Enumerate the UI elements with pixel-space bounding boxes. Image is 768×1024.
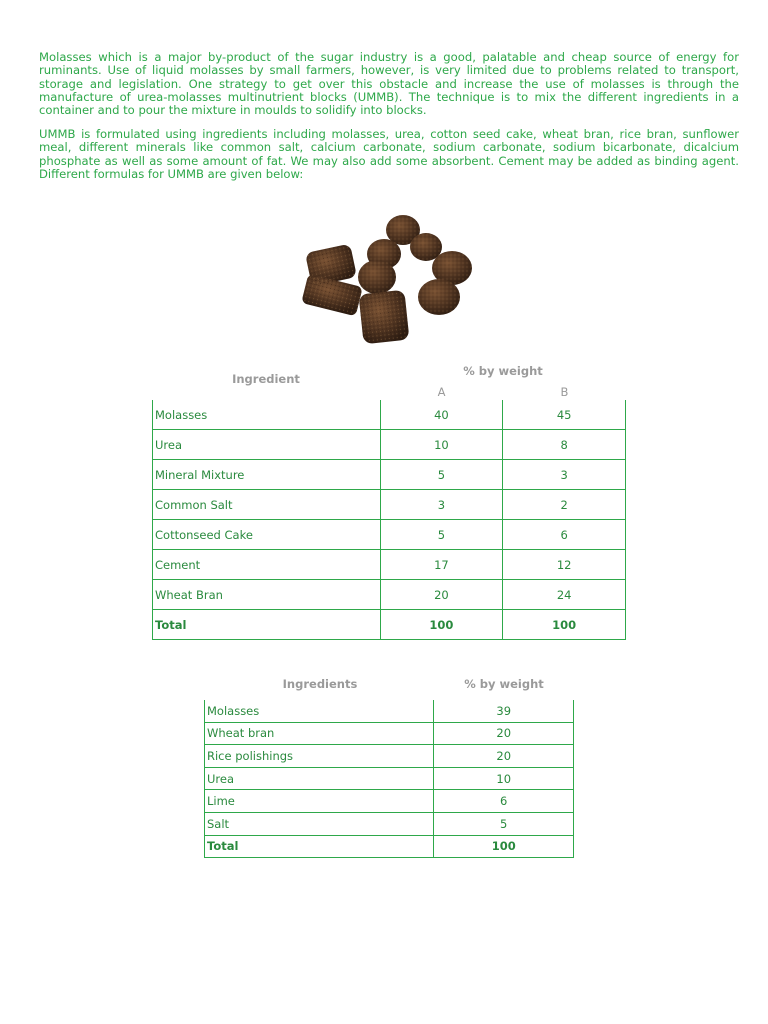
ingredient-cell: Urea xyxy=(153,430,381,460)
value-a-cell: 5 xyxy=(380,460,503,490)
value-cell: 20 xyxy=(434,745,574,768)
table2-ingredient-header: Ingredients xyxy=(282,677,358,691)
ingredient-cell: Rice polishings xyxy=(205,745,434,768)
table1-ingredient-header: Ingredient xyxy=(232,372,300,386)
table-row xyxy=(153,490,626,520)
ingredient-cell: Cottonseed Cake xyxy=(153,520,381,550)
ingredient-cell: Lime xyxy=(205,790,434,813)
table-row xyxy=(153,460,626,490)
ummb-formula-table xyxy=(152,400,626,640)
value-a-cell: 3 xyxy=(380,490,503,520)
value-b-cell: 6 xyxy=(503,520,626,550)
table-row xyxy=(205,722,574,745)
value-cell: 10 xyxy=(434,767,574,790)
value-b-cell: 24 xyxy=(503,580,626,610)
value-b-cell: 8 xyxy=(503,430,626,460)
table2-weight-header: % by weight xyxy=(464,677,544,691)
total-value-cell: 100 xyxy=(434,835,574,858)
table-row xyxy=(153,580,626,610)
table1-weight-header: % by weight xyxy=(463,364,543,378)
total-label: Total xyxy=(205,835,434,858)
value-a-cell: 10 xyxy=(380,430,503,460)
value-a-cell: 5 xyxy=(380,520,503,550)
ingredient-cell: Molasses xyxy=(205,700,434,722)
value-a-cell: 20 xyxy=(380,580,503,610)
formulation-paragraph: UMMB is formulated using ingredients including molasses, urea, cotton seed cake, wheat bran, rice bran, sunflower meal, different minerals like common salt, calcium carbonate, sodium carbonate, sodium bicarbonate, dicalcium phosphate as well as some amount of fat. We may also add some absorbent. Cement may be added as binding agent. Different formulas for UMMB are given below: xyxy=(39,127,739,181)
table-row xyxy=(205,790,574,813)
value-b-cell: 2 xyxy=(503,490,626,520)
ingredient-cell: Mineral Mixture xyxy=(153,460,381,490)
value-b-cell: 12 xyxy=(503,550,626,580)
table-row xyxy=(153,520,626,550)
ingredient-cell: Molasses xyxy=(153,400,381,430)
table-row xyxy=(153,430,626,460)
total-a-cell: 100 xyxy=(380,610,503,640)
ingredient-cell: Common Salt xyxy=(153,490,381,520)
value-cell: 5 xyxy=(434,812,574,835)
ummb-blocks-photo xyxy=(298,210,478,350)
value-b-cell: 45 xyxy=(503,400,626,430)
table1-col-b-header: B xyxy=(560,385,569,399)
table-row xyxy=(205,745,574,768)
ingredient-cell: Urea xyxy=(205,767,434,790)
block-group xyxy=(301,215,472,344)
value-a-cell: 40 xyxy=(380,400,503,430)
table-row xyxy=(205,812,574,835)
value-a-cell: 17 xyxy=(380,550,503,580)
ingredient-cell: Wheat bran xyxy=(205,722,434,745)
total-label: Total xyxy=(153,610,381,640)
total-row xyxy=(153,610,626,640)
total-row xyxy=(205,835,574,858)
value-cell: 39 xyxy=(434,700,574,722)
value-cell: 6 xyxy=(434,790,574,813)
table-row xyxy=(153,550,626,580)
table-row xyxy=(205,700,574,722)
ingredient-cell: Salt xyxy=(205,812,434,835)
intro-paragraph: Molasses which is a major by-product of the sugar industry is a good, palatable and cheap source of energy for ruminants. Use of liquid molasses by small farmers, however, is very limited due to problems related to transport, storage and legislation. One strategy to get over this obstacle and increase the use of molasses is through the manufacture of urea-molasses multinutrient blocks (UMMB). The technique is to mix the different ingredients in a container and to pour the mixture in moulds to solidify into blocks. xyxy=(39,50,739,118)
value-b-cell: 3 xyxy=(503,460,626,490)
total-b-cell: 100 xyxy=(503,610,626,640)
ingredient-cell: Cement xyxy=(153,550,381,580)
table-row xyxy=(153,400,626,430)
ingredient-cell: Wheat Bran xyxy=(153,580,381,610)
table-row xyxy=(205,767,574,790)
value-cell: 20 xyxy=(434,722,574,745)
alternative-formula-table xyxy=(204,700,574,858)
table1-col-a-header: A xyxy=(437,385,446,399)
